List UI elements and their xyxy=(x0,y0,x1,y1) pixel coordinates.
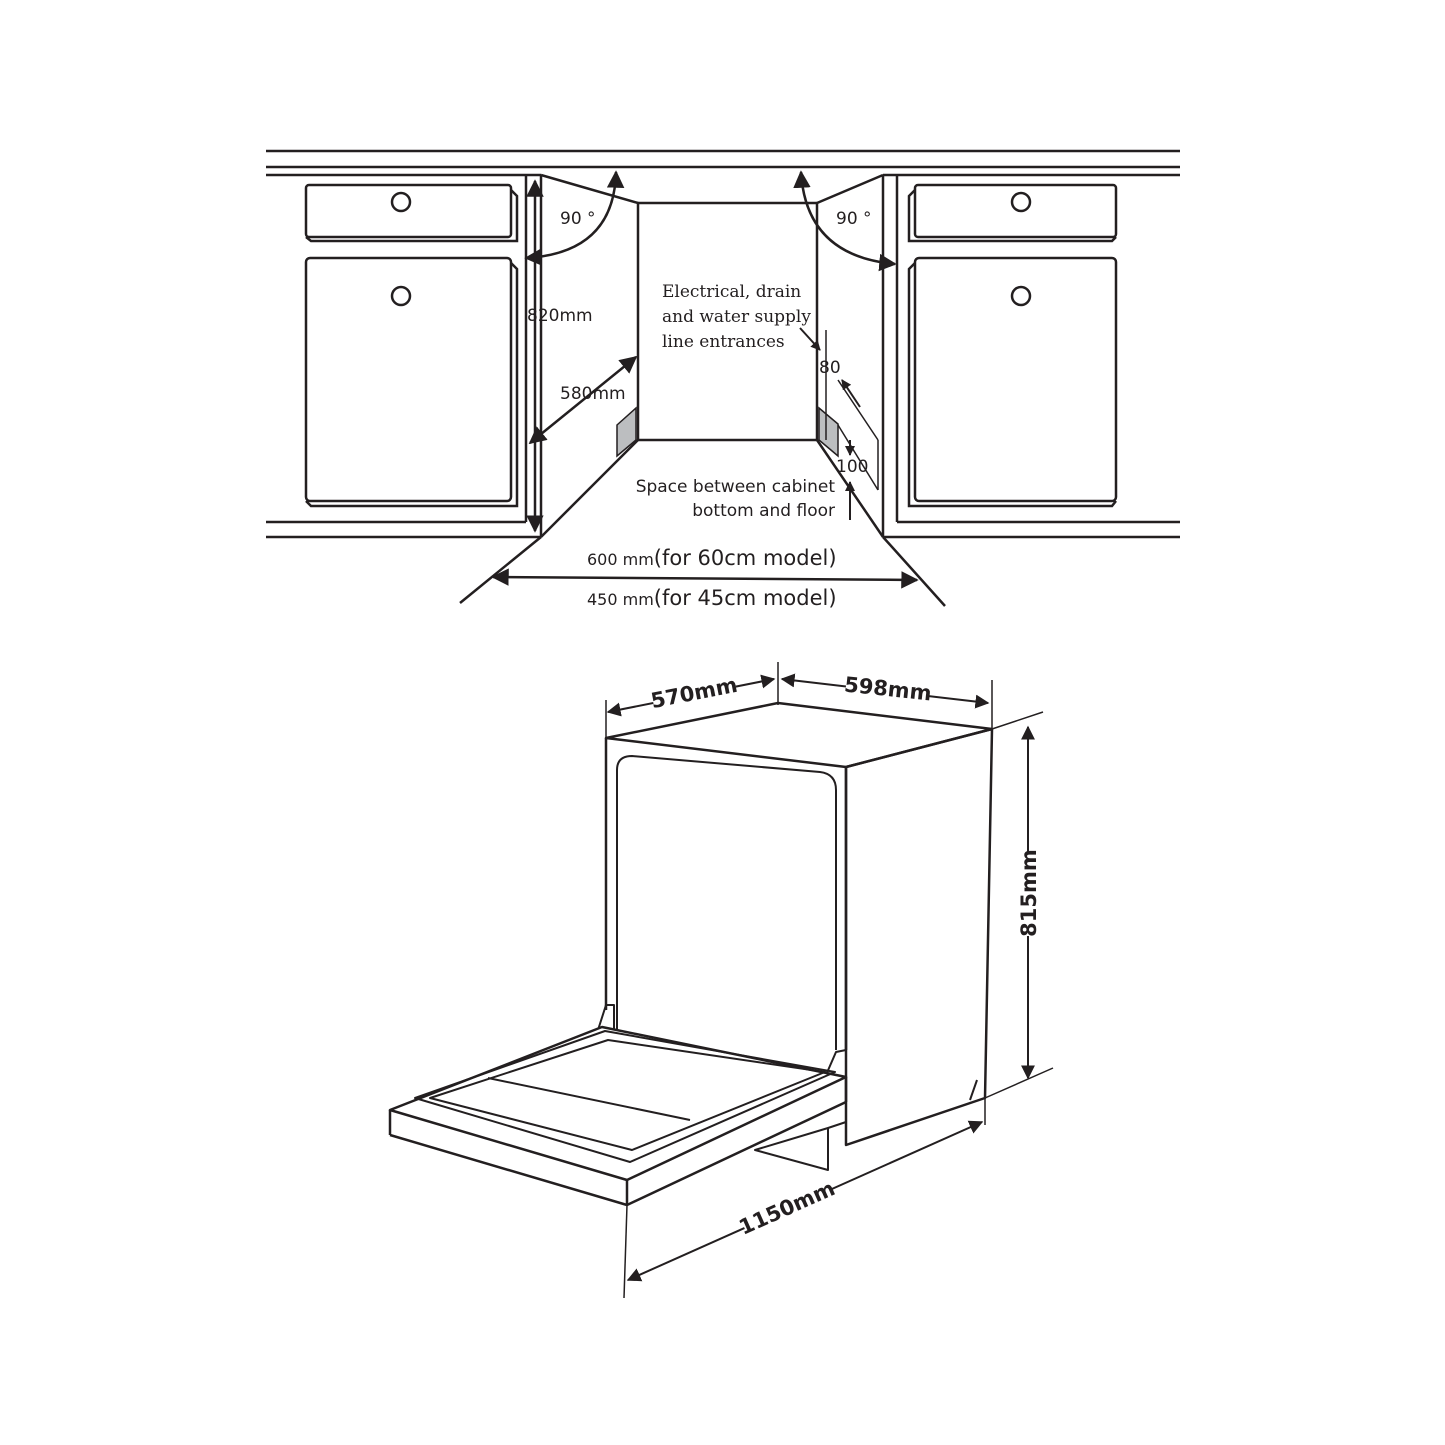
cabinet-depth-label: 580mm xyxy=(560,384,626,404)
dishwasher-top xyxy=(606,703,992,767)
angle-right-label: 90 ° xyxy=(836,209,872,229)
space-label-line1: Space between cabinet xyxy=(635,477,835,497)
width-45-value: 450 mm xyxy=(587,590,654,609)
dim-80-arrow xyxy=(842,380,860,407)
dishwasher-height-label: 815mm xyxy=(1017,849,1041,937)
open-door xyxy=(390,1027,846,1205)
width-60-model: (for 60cm model) xyxy=(653,546,837,570)
width-45-label xyxy=(587,586,837,610)
knob-icon xyxy=(392,193,410,211)
dishwasher-width-label: 598mm xyxy=(843,672,933,706)
dishwasher-depth-label: 570mm xyxy=(648,672,740,714)
knob-icon xyxy=(392,287,410,305)
dishwasher-dimensions-view xyxy=(390,662,1053,1298)
width-45-model: (for 45cm model) xyxy=(653,586,837,610)
dim-100-label: 100 xyxy=(836,457,869,477)
width-60-value: 600 mm xyxy=(587,550,654,569)
cabinet-niche-view xyxy=(266,151,1180,606)
entrances-label-line2: and water supply xyxy=(662,307,811,327)
width-dimension-arrow xyxy=(493,577,917,580)
width-60-label xyxy=(587,546,837,570)
angle-left-label: 90 ° xyxy=(560,209,596,229)
kick-plate xyxy=(755,1128,828,1170)
plinth xyxy=(266,522,1180,537)
tub-opening xyxy=(617,756,836,1050)
dishwasher-side xyxy=(846,729,992,1145)
knob-icon xyxy=(1012,193,1030,211)
entrances-label-line1: Electrical, drain xyxy=(662,282,802,302)
knob-icon xyxy=(1012,287,1030,305)
cabinet-height-label: 820mm xyxy=(527,306,593,326)
dim-80-label: 80 xyxy=(819,358,841,378)
right-cabinet xyxy=(883,175,1116,537)
open-depth-label: 1150mm xyxy=(735,1176,839,1240)
left-plinth-piece xyxy=(617,408,636,456)
niche-back-wall xyxy=(460,175,945,606)
left-cabinet xyxy=(306,175,541,537)
entrances-label-line3: line entrances xyxy=(662,332,785,352)
countertop xyxy=(266,151,1180,175)
space-label-line2: bottom and floor xyxy=(692,501,835,521)
